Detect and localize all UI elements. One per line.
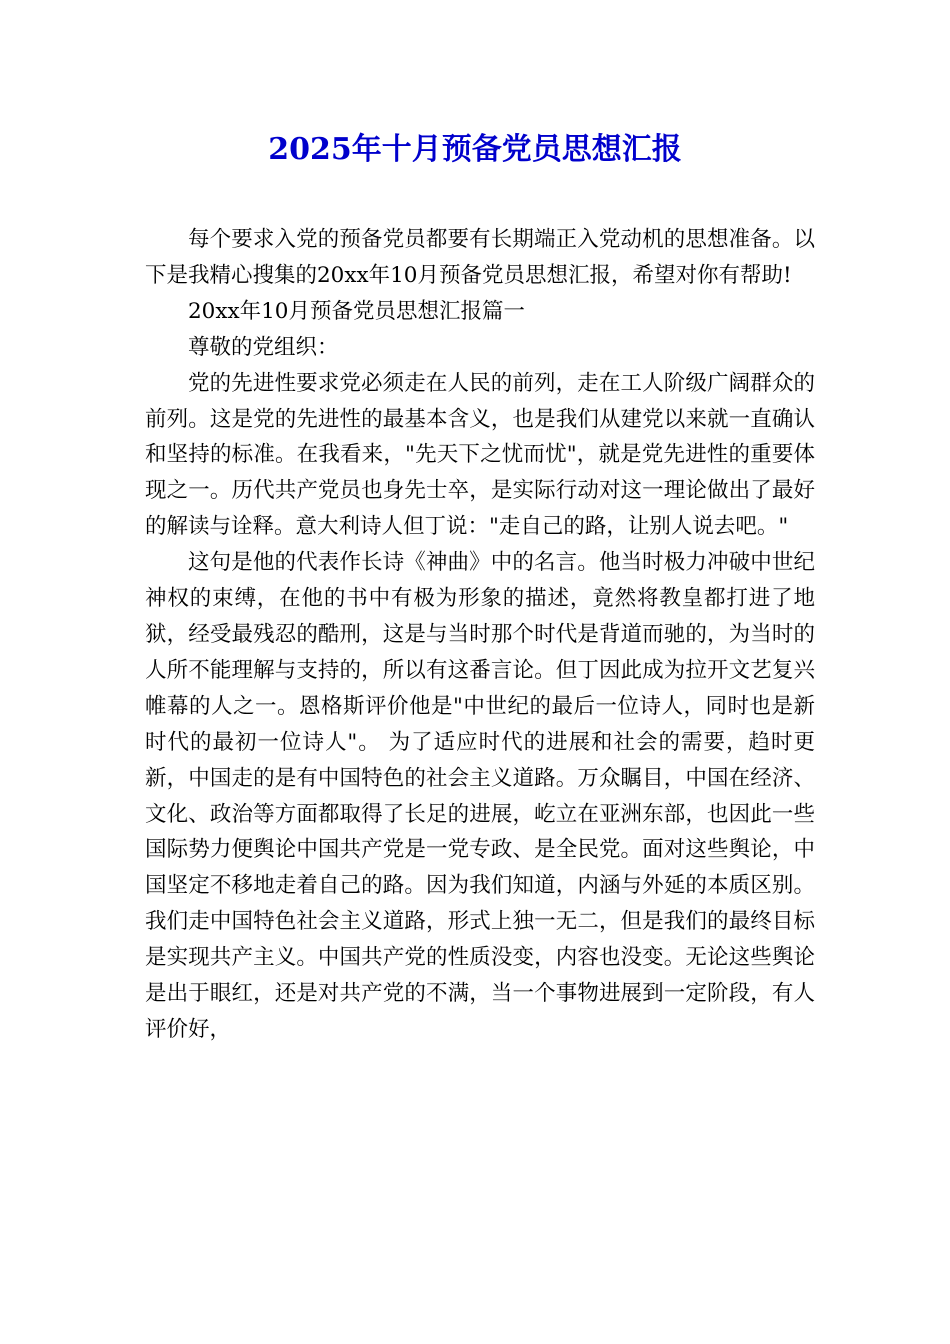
intro-paragraph: 每个要求入党的预备党员都要有长期端正入党动机的思想准备。以下是我精心搜集的20xx年10月预备党员思想汇报，希望对你有帮助! bbox=[145, 227, 815, 288]
document-body bbox=[145, 222, 815, 1048]
salutation: 尊敬的党组织： bbox=[188, 334, 339, 360]
body-paragraph: 这句是他的代表作长诗《神曲》中的名言。他当时极力冲破中世纪神权的束缚，在他的书中有极为形象的描述，竟然将教皇都打进了地狱，经受最残忍的酷刑，这是与当时那个时代是背道而驰的，为当时的人所不能理解与支持的，所以有这番言论。但丁因此成为拉开文艺复兴帷幕的人之一。恩格斯评价他是"中世纪的最后一位诗人，同时也是新时代的最初一位诗人"。 为了适应时代的进展和社会的需要，趋时更新，中国走的是有中国特色的社会主义道路。万众瞩目，中国在经济、文化、政治等方面都取得了长足的进展，屹立在亚洲东部，也因此一些国际势力便舆论中国共产党是一党专政、是全民党。面对这些舆论，中国坚定不移地走着自己的路。因为我们知道，内涵与外延的本质区别。我们走中国特色社会主义道路，形式上独一无二，但是我们的最终目标是实现共产主义。中国共产党的性质没变，内容也没变。无论这些舆论是出于眼红，还是对共产党的不满，当一个事物进展到一定阶段，有人评价好， bbox=[145, 550, 815, 1042]
body-paragraph: 党的先进性要求党必须走在人民的前列，走在工人阶级广阔群众的前列。这是党的先进性的最基本含义，也是我们从建党以来就一直确认和坚持的标准。在我看来，"先天下之忧而忧"，就是党先进性的重要体现之一。历代共产党员也身先士卒，是实际行动对这一理论做出了最好的解读与诠释。意大利诗人但丁说："走自己的路，让别人说去吧。" bbox=[145, 370, 815, 540]
document-title: 2025年十月预备党员思想汇报 bbox=[268, 132, 682, 167]
section-heading: 20xx年10月预备党员思想汇报篇一 bbox=[188, 298, 525, 324]
